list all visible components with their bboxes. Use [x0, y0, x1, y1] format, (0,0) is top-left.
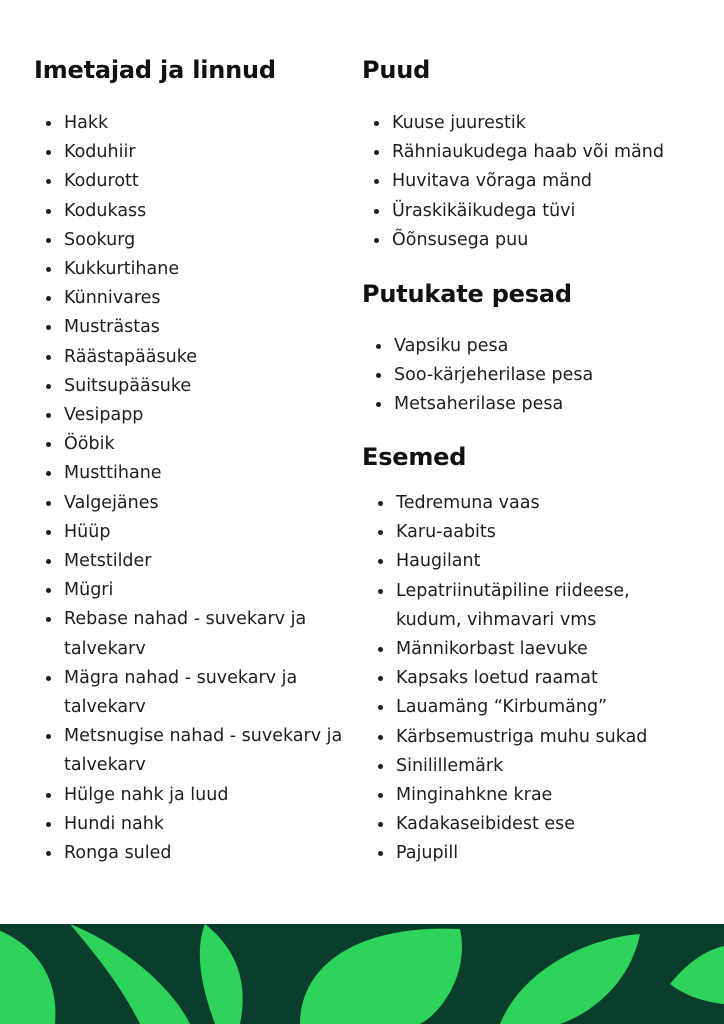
list-item: Minginahkne krae	[366, 781, 666, 810]
footer-leaf-banner	[0, 924, 724, 1024]
list-item: Pajupill	[366, 839, 666, 868]
list-item: Sinilillemärk	[366, 752, 666, 781]
list-item: Karu-aabits	[366, 518, 666, 547]
list-item: Huvitava võraga mänd	[362, 167, 712, 196]
list-item: Mägra nahad - suvekarv ja talvekarv	[34, 664, 354, 722]
list-item: Metsnugise nahad - suvekarv ja talvekarv	[34, 722, 354, 780]
list-item: Kapsaks loetud raamat	[366, 664, 666, 693]
list-item: Musträstas	[34, 313, 354, 342]
list-item: Ööbik	[34, 430, 354, 459]
objects-list	[366, 489, 666, 869]
list-item: Kodurott	[34, 167, 354, 196]
list-item: Kuuse juurestik	[362, 109, 712, 138]
list-item: Valgejänes	[34, 489, 354, 518]
list-item: Hundi nahk	[34, 810, 354, 839]
list-item: Õõnsusega puu	[362, 226, 712, 255]
list-item: Hakk	[34, 109, 354, 138]
leaf-shape	[300, 929, 462, 1024]
list-item: Hülge nahk ja luud	[34, 781, 354, 810]
list-item: Lauamäng “Kirbumäng”	[366, 693, 666, 722]
list-item: Üraskikäikudega tüvi	[362, 197, 712, 226]
trees-list	[362, 109, 712, 255]
list-item: Kodukass	[34, 197, 354, 226]
list-item: Koduhiir	[34, 138, 354, 167]
list-item: Ronga suled	[34, 839, 354, 868]
mammals-birds-list	[34, 109, 354, 868]
list-item: Tedremuna vaas	[366, 489, 666, 518]
leaf-shape	[670, 946, 724, 1004]
list-item: Rähniaukudega haab või mänd	[362, 138, 712, 167]
list-item: Kärbsemustriga muhu sukad	[366, 723, 666, 752]
list-item: Metsaherilase pesa	[364, 390, 704, 419]
list-item: Vesipapp	[34, 401, 354, 430]
insect-nests-list	[364, 332, 704, 420]
list-item: Haugilant	[366, 547, 666, 576]
list-item: Hüüp	[34, 518, 354, 547]
section-title-mammals-birds: Imetajad ja linnud	[34, 56, 276, 84]
list-item: Räästapääsuke	[34, 343, 354, 372]
leaf-shape	[200, 924, 243, 1024]
list-item: Metstilder	[34, 547, 354, 576]
leaf-pattern-graphic	[0, 924, 724, 1024]
list-item: Suitsupääsuke	[34, 372, 354, 401]
list-item: Mügri	[34, 576, 354, 605]
leaf-shape	[70, 924, 190, 1024]
list-item: Vapsiku pesa	[364, 332, 704, 361]
list-item: Kadakaseibidest ese	[366, 810, 666, 839]
section-title-insect-nests: Putukate pesad	[362, 280, 572, 308]
list-item: Künnivares	[34, 284, 354, 313]
list-item: Männikorbast laevuke	[366, 635, 666, 664]
list-item: Soo-kärjeherilase pesa	[364, 361, 704, 390]
leaf-shape	[0, 924, 55, 1024]
list-item: Sookurg	[34, 226, 354, 255]
section-title-trees: Puud	[362, 56, 431, 84]
leaf-shape	[500, 934, 640, 1024]
list-item: Rebase nahad - suvekarv ja talvekarv	[34, 605, 354, 663]
list-item: Kukkurtihane	[34, 255, 354, 284]
section-title-objects: Esemed	[362, 443, 467, 471]
list-item: Lepatriinutäpiline riideese, kudum, vihmavari vms	[366, 577, 666, 635]
list-item: Musttihane	[34, 459, 354, 488]
